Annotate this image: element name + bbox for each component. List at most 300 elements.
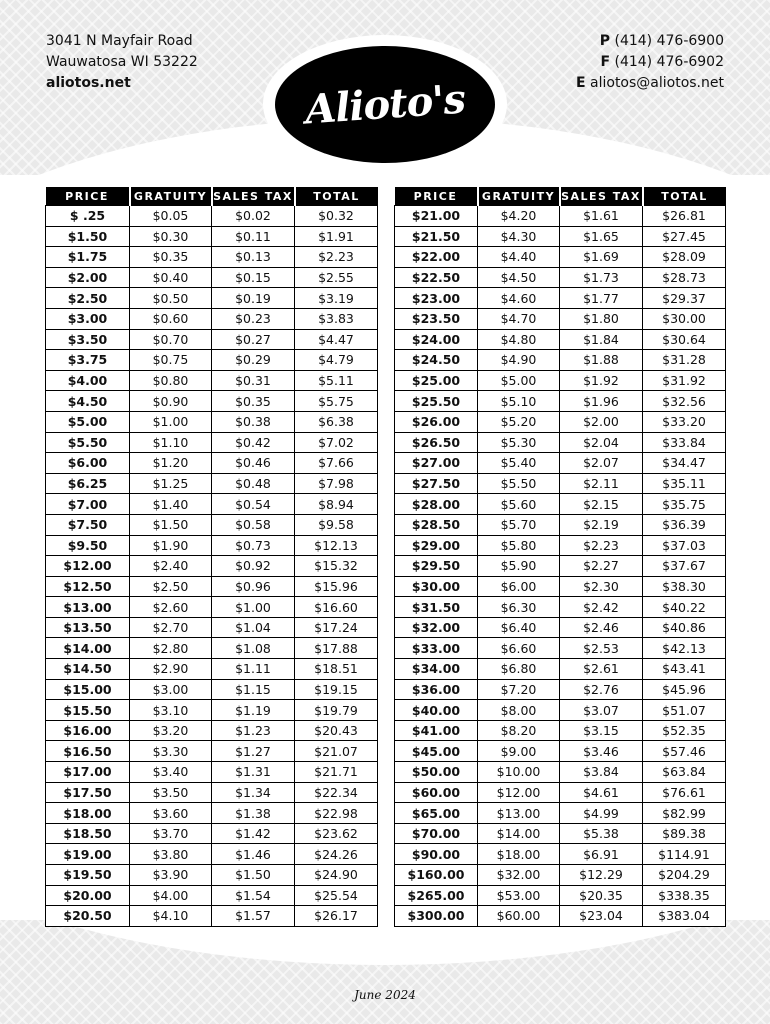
gratuity-cell: $3.50 xyxy=(130,782,212,803)
table-row xyxy=(46,782,378,803)
sales-tax-cell: $2.53 xyxy=(560,638,643,659)
total-cell: $31.28 xyxy=(643,350,726,371)
total-cell: $5.75 xyxy=(295,391,378,412)
total-cell: $4.47 xyxy=(295,329,378,350)
sales-tax-cell: $1.92 xyxy=(560,370,643,391)
table-row xyxy=(46,226,378,247)
sales-tax-cell: $2.61 xyxy=(560,659,643,680)
sales-tax-cell: $1.08 xyxy=(212,638,295,659)
fax-label: F xyxy=(600,54,611,70)
total-cell: $17.24 xyxy=(295,617,378,638)
price-cell: $20.50 xyxy=(46,906,130,927)
gratuity-cell: $2.50 xyxy=(130,576,212,597)
price-cell: $9.50 xyxy=(46,535,130,556)
sales-tax-cell: $1.27 xyxy=(212,741,295,762)
sales-tax-cell: $1.50 xyxy=(212,865,295,886)
gratuity-cell: $9.00 xyxy=(478,741,560,762)
gratuity-cell: $2.40 xyxy=(130,556,212,577)
table-row xyxy=(46,803,378,824)
table-row xyxy=(395,865,726,886)
sales-tax-cell: $1.88 xyxy=(560,350,643,371)
price-cell: $4.50 xyxy=(46,391,130,412)
sales-tax-cell: $12.29 xyxy=(560,865,643,886)
sales-tax-cell: $3.46 xyxy=(560,741,643,762)
sales-tax-cell: $2.00 xyxy=(560,411,643,432)
price-cell: $15.50 xyxy=(46,700,130,721)
price-cell: $32.00 xyxy=(395,617,478,638)
sales-tax-cell: $1.84 xyxy=(560,329,643,350)
sales-tax-cell: $1.80 xyxy=(560,308,643,329)
sales-tax-cell: $0.11 xyxy=(212,226,295,247)
gratuity-cell: $3.60 xyxy=(130,803,212,824)
sales-tax-cell: $0.46 xyxy=(212,453,295,474)
sales-tax-cell: $1.11 xyxy=(212,659,295,680)
total-cell: $21.71 xyxy=(295,762,378,783)
total-cell: $28.73 xyxy=(643,267,726,288)
table-header-row xyxy=(395,187,726,206)
total-cell: $57.46 xyxy=(643,741,726,762)
price-cell: $5.50 xyxy=(46,432,130,453)
price-cell: $14.50 xyxy=(46,659,130,680)
price-cell: $300.00 xyxy=(395,906,478,927)
sales-tax-cell: $3.07 xyxy=(560,700,643,721)
gratuity-cell: $5.60 xyxy=(478,494,560,515)
price-cell: $1.75 xyxy=(46,247,130,268)
total-cell: $31.92 xyxy=(643,370,726,391)
total-header: TOTAL xyxy=(295,187,378,206)
sales-tax-cell: $1.38 xyxy=(212,803,295,824)
price-cell: $6.25 xyxy=(46,473,130,494)
total-cell: $7.66 xyxy=(295,453,378,474)
price-cell: $18.50 xyxy=(46,823,130,844)
price-cell: $65.00 xyxy=(395,803,478,824)
gratuity-cell: $4.50 xyxy=(478,267,560,288)
total-cell: $40.86 xyxy=(643,617,726,638)
total-cell: $12.13 xyxy=(295,535,378,556)
gratuity-cell: $4.90 xyxy=(478,350,560,371)
table-row xyxy=(395,535,726,556)
total-cell: $82.99 xyxy=(643,803,726,824)
gratuity-cell: $6.60 xyxy=(478,638,560,659)
total-cell: $8.94 xyxy=(295,494,378,515)
total-cell: $36.39 xyxy=(643,514,726,535)
total-cell: $7.02 xyxy=(295,432,378,453)
gratuity-cell: $4.30 xyxy=(478,226,560,247)
total-cell: $5.11 xyxy=(295,370,378,391)
total-cell: $33.20 xyxy=(643,411,726,432)
sales-tax-cell: $1.00 xyxy=(212,597,295,618)
total-cell: $37.03 xyxy=(643,535,726,556)
sales-tax-cell: $1.61 xyxy=(560,206,643,227)
sales-tax-cell: $2.23 xyxy=(560,535,643,556)
table-row xyxy=(395,411,726,432)
price-cell: $29.00 xyxy=(395,535,478,556)
sales-tax-cell: $1.34 xyxy=(212,782,295,803)
total-cell: $89.38 xyxy=(643,823,726,844)
price-cell: $19.00 xyxy=(46,844,130,865)
price-cell: $13.00 xyxy=(46,597,130,618)
gratuity-cell: $6.80 xyxy=(478,659,560,680)
table-row xyxy=(46,308,378,329)
price-cell: $28.00 xyxy=(395,494,478,515)
sales-tax-cell: $0.23 xyxy=(212,308,295,329)
fax-line xyxy=(576,52,724,73)
table-row xyxy=(395,844,726,865)
gratuity-cell: $5.30 xyxy=(478,432,560,453)
sales-tax-cell: $2.15 xyxy=(560,494,643,515)
gratuity-cell: $5.80 xyxy=(478,535,560,556)
gratuity-cell: $5.90 xyxy=(478,556,560,577)
price-cell: $5.00 xyxy=(46,411,130,432)
address-block xyxy=(46,31,198,94)
total-cell: $114.91 xyxy=(643,844,726,865)
price-cell: $7.00 xyxy=(46,494,130,515)
price-cell: $12.50 xyxy=(46,576,130,597)
table-row xyxy=(395,350,726,371)
sales-tax-cell: $4.99 xyxy=(560,803,643,824)
price-cell: $160.00 xyxy=(395,865,478,886)
price-cell: $23.00 xyxy=(395,288,478,309)
gratuity-cell: $1.20 xyxy=(130,453,212,474)
gratuity-cell: $6.30 xyxy=(478,597,560,618)
sales-tax-cell: $0.35 xyxy=(212,391,295,412)
table-row xyxy=(46,865,378,886)
gratuity-cell: $5.50 xyxy=(478,473,560,494)
gratuity-cell: $3.90 xyxy=(130,865,212,886)
table-row xyxy=(395,494,726,515)
table-row xyxy=(395,741,726,762)
sales-tax-cell: $0.48 xyxy=(212,473,295,494)
address-city: Wauwatosa WI 53222 xyxy=(46,54,198,70)
total-header: TOTAL xyxy=(643,187,726,206)
total-cell: $22.98 xyxy=(295,803,378,824)
sales-tax-cell: $2.04 xyxy=(560,432,643,453)
total-cell: $2.23 xyxy=(295,247,378,268)
gratuity-cell: $60.00 xyxy=(478,906,560,927)
price-header: PRICE xyxy=(395,187,478,206)
total-cell: $25.54 xyxy=(295,885,378,906)
email-label: E xyxy=(575,75,586,91)
gratuity-cell: $3.80 xyxy=(130,844,212,865)
sales-tax-cell: $0.15 xyxy=(212,267,295,288)
sales-tax-cell: $0.27 xyxy=(212,329,295,350)
sales-tax-cell: $1.96 xyxy=(560,391,643,412)
gratuity-cell: $0.35 xyxy=(130,247,212,268)
price-cell: $3.00 xyxy=(46,308,130,329)
gratuity-cell: $2.70 xyxy=(130,617,212,638)
sales-tax-cell: $0.13 xyxy=(212,247,295,268)
total-cell: $40.22 xyxy=(643,597,726,618)
price-cell: $40.00 xyxy=(395,700,478,721)
price-cell: $18.00 xyxy=(46,803,130,824)
table-row xyxy=(395,329,726,350)
total-cell: $52.35 xyxy=(643,720,726,741)
table-row xyxy=(395,556,726,577)
table-row xyxy=(46,432,378,453)
table-row xyxy=(46,556,378,577)
sales-tax-header: SALES TAX xyxy=(212,187,295,206)
table-row xyxy=(395,762,726,783)
total-cell: $30.64 xyxy=(643,329,726,350)
table-row xyxy=(46,844,378,865)
total-cell: $35.11 xyxy=(643,473,726,494)
price-cell: $25.00 xyxy=(395,370,478,391)
price-cell: $14.00 xyxy=(46,638,130,659)
total-cell: $32.56 xyxy=(643,391,726,412)
gratuity-cell: $3.00 xyxy=(130,679,212,700)
price-cell: $16.50 xyxy=(46,741,130,762)
price-cell: $12.00 xyxy=(46,556,130,577)
total-cell: $28.09 xyxy=(643,247,726,268)
price-cell: $31.50 xyxy=(395,597,478,618)
gratuity-cell: $3.10 xyxy=(130,700,212,721)
table-row xyxy=(395,659,726,680)
price-cell: $2.00 xyxy=(46,267,130,288)
sales-tax-cell: $2.11 xyxy=(560,473,643,494)
price-cell: $2.50 xyxy=(46,288,130,309)
gratuity-cell: $1.50 xyxy=(130,514,212,535)
total-cell: $29.37 xyxy=(643,288,726,309)
sales-tax-cell: $20.35 xyxy=(560,885,643,906)
price-cell: $28.50 xyxy=(395,514,478,535)
total-cell: $22.34 xyxy=(295,782,378,803)
gratuity-cell: $18.00 xyxy=(478,844,560,865)
price-cell: $17.50 xyxy=(46,782,130,803)
price-cell: $90.00 xyxy=(395,844,478,865)
table-row xyxy=(395,700,726,721)
sales-tax-cell: $0.02 xyxy=(212,206,295,227)
gratuity-cell: $4.00 xyxy=(130,885,212,906)
price-cell: $13.50 xyxy=(46,617,130,638)
price-cell: $3.50 xyxy=(46,329,130,350)
table-row xyxy=(395,597,726,618)
table-row xyxy=(46,350,378,371)
gratuity-cell: $4.20 xyxy=(478,206,560,227)
sales-tax-cell: $0.54 xyxy=(212,494,295,515)
table-row xyxy=(395,226,726,247)
gratuity-cell: $3.40 xyxy=(130,762,212,783)
total-cell: $30.00 xyxy=(643,308,726,329)
gratuity-cell: $8.00 xyxy=(478,700,560,721)
gratuity-cell: $6.00 xyxy=(478,576,560,597)
total-cell: $19.15 xyxy=(295,679,378,700)
sales-tax-cell: $5.38 xyxy=(560,823,643,844)
email-address[interactable]: aliotos@aliotos.net xyxy=(590,75,724,91)
price-cell: $16.00 xyxy=(46,720,130,741)
table-row xyxy=(46,823,378,844)
sales-tax-cell: $0.38 xyxy=(212,411,295,432)
gratuity-cell: $4.60 xyxy=(478,288,560,309)
table-row xyxy=(395,391,726,412)
total-cell: $45.96 xyxy=(643,679,726,700)
table-row xyxy=(46,267,378,288)
total-cell: $63.84 xyxy=(643,762,726,783)
total-cell: $3.19 xyxy=(295,288,378,309)
sales-tax-cell: $23.04 xyxy=(560,906,643,927)
table-row xyxy=(395,823,726,844)
website-link[interactable]: aliotos.net xyxy=(46,75,131,91)
total-cell: $21.07 xyxy=(295,741,378,762)
gratuity-cell: $1.40 xyxy=(130,494,212,515)
sales-tax-cell: $2.19 xyxy=(560,514,643,535)
price-cell: $33.00 xyxy=(395,638,478,659)
table-row xyxy=(46,329,378,350)
gratuity-cell: $12.00 xyxy=(478,782,560,803)
price-cell: $25.50 xyxy=(395,391,478,412)
sales-tax-cell: $0.31 xyxy=(212,370,295,391)
price-cell: $36.00 xyxy=(395,679,478,700)
price-cell: $1.50 xyxy=(46,226,130,247)
gratuity-cell: $32.00 xyxy=(478,865,560,886)
table-row xyxy=(395,803,726,824)
price-cell: $24.00 xyxy=(395,329,478,350)
sales-tax-cell: $1.42 xyxy=(212,823,295,844)
price-cell: $6.00 xyxy=(46,453,130,474)
price-cell: $23.50 xyxy=(395,308,478,329)
gratuity-cell: $2.90 xyxy=(130,659,212,680)
total-cell: $4.79 xyxy=(295,350,378,371)
total-cell: $1.91 xyxy=(295,226,378,247)
total-cell: $23.62 xyxy=(295,823,378,844)
sales-tax-cell: $3.84 xyxy=(560,762,643,783)
sales-tax-cell: $0.29 xyxy=(212,350,295,371)
gratuity-cell: $5.20 xyxy=(478,411,560,432)
table-row xyxy=(395,617,726,638)
gratuity-cell: $0.80 xyxy=(130,370,212,391)
table-row xyxy=(46,617,378,638)
sales-tax-cell: $0.58 xyxy=(212,514,295,535)
table-row xyxy=(46,741,378,762)
table-row xyxy=(46,494,378,515)
sales-tax-cell: $2.07 xyxy=(560,453,643,474)
total-cell: $19.79 xyxy=(295,700,378,721)
gratuity-cell: $2.60 xyxy=(130,597,212,618)
gratuity-cell: $10.00 xyxy=(478,762,560,783)
table-row xyxy=(395,432,726,453)
table-row xyxy=(46,453,378,474)
gratuity-cell: $6.40 xyxy=(478,617,560,638)
table-row xyxy=(395,370,726,391)
table-row xyxy=(46,638,378,659)
price-cell: $30.00 xyxy=(395,576,478,597)
right-table-body xyxy=(395,206,726,927)
gratuity-cell: $14.00 xyxy=(478,823,560,844)
table-row xyxy=(395,720,726,741)
total-cell: $51.07 xyxy=(643,700,726,721)
address-street: 3041 N Mayfair Road xyxy=(46,33,193,49)
total-cell: $20.43 xyxy=(295,720,378,741)
total-cell: $15.96 xyxy=(295,576,378,597)
table-row xyxy=(46,206,378,227)
total-cell: $27.45 xyxy=(643,226,726,247)
table-row xyxy=(46,411,378,432)
phone-number: (414) 476-6900 xyxy=(614,33,724,49)
total-cell: $76.61 xyxy=(643,782,726,803)
table-row xyxy=(46,679,378,700)
price-cell: $21.50 xyxy=(395,226,478,247)
sales-tax-cell: $1.65 xyxy=(560,226,643,247)
total-cell: $34.47 xyxy=(643,453,726,474)
table-row xyxy=(395,782,726,803)
total-cell: $18.51 xyxy=(295,659,378,680)
total-cell: $9.58 xyxy=(295,514,378,535)
sales-tax-cell: $2.42 xyxy=(560,597,643,618)
table-row xyxy=(395,267,726,288)
sales-tax-cell: $3.15 xyxy=(560,720,643,741)
gratuity-cell: $1.10 xyxy=(130,432,212,453)
table-row xyxy=(46,659,378,680)
sales-tax-cell: $0.92 xyxy=(212,556,295,577)
price-cell: $17.00 xyxy=(46,762,130,783)
table-row xyxy=(395,679,726,700)
total-cell: $3.83 xyxy=(295,308,378,329)
sales-tax-cell: $1.23 xyxy=(212,720,295,741)
price-cell: $4.00 xyxy=(46,370,130,391)
fax-number: (414) 476-6902 xyxy=(614,54,724,70)
gratuity-cell: $0.70 xyxy=(130,329,212,350)
price-cell: $7.50 xyxy=(46,514,130,535)
gratuity-cell: $1.00 xyxy=(130,411,212,432)
price-cell: $265.00 xyxy=(395,885,478,906)
table-row xyxy=(395,288,726,309)
total-cell: $7.98 xyxy=(295,473,378,494)
price-cell: $3.75 xyxy=(46,350,130,371)
table-row xyxy=(46,514,378,535)
table-row xyxy=(395,514,726,535)
gratuity-cell: $4.80 xyxy=(478,329,560,350)
price-cell: $19.50 xyxy=(46,865,130,886)
sales-tax-cell: $1.04 xyxy=(212,617,295,638)
sales-tax-cell: $1.57 xyxy=(212,906,295,927)
table-row xyxy=(46,720,378,741)
total-cell: $24.26 xyxy=(295,844,378,865)
gratuity-cell: $0.05 xyxy=(130,206,212,227)
gratuity-cell: $3.20 xyxy=(130,720,212,741)
total-cell: $24.90 xyxy=(295,865,378,886)
price-cell: $27.50 xyxy=(395,473,478,494)
gratuity-header: GRATUITY xyxy=(478,187,560,206)
table-row xyxy=(395,206,726,227)
price-cell: $26.00 xyxy=(395,411,478,432)
table-row xyxy=(395,906,726,927)
table-row xyxy=(46,906,378,927)
sales-tax-header: SALES TAX xyxy=(560,187,643,206)
price-cell: $50.00 xyxy=(395,762,478,783)
table-header-row xyxy=(46,187,378,206)
table-row xyxy=(46,370,378,391)
gratuity-cell: $0.30 xyxy=(130,226,212,247)
price-cell: $45.00 xyxy=(395,741,478,762)
gratuity-cell: $5.10 xyxy=(478,391,560,412)
table-row xyxy=(395,247,726,268)
footer-date: June 2024 xyxy=(354,988,416,1002)
price-cell: $34.00 xyxy=(395,659,478,680)
price-header: PRICE xyxy=(46,187,130,206)
gratuity-cell: $1.90 xyxy=(130,535,212,556)
price-cell: $22.00 xyxy=(395,247,478,268)
sales-tax-cell: $0.96 xyxy=(212,576,295,597)
total-cell: $38.30 xyxy=(643,576,726,597)
price-cell: $26.50 xyxy=(395,432,478,453)
sales-tax-cell: $2.27 xyxy=(560,556,643,577)
price-cell: $22.50 xyxy=(395,267,478,288)
gratuity-cell: $0.50 xyxy=(130,288,212,309)
total-cell: $16.60 xyxy=(295,597,378,618)
sales-tax-cell: $1.15 xyxy=(212,679,295,700)
gratuity-cell: $3.30 xyxy=(130,741,212,762)
gratuity-cell: $5.00 xyxy=(478,370,560,391)
price-cell: $ .25 xyxy=(46,206,130,227)
